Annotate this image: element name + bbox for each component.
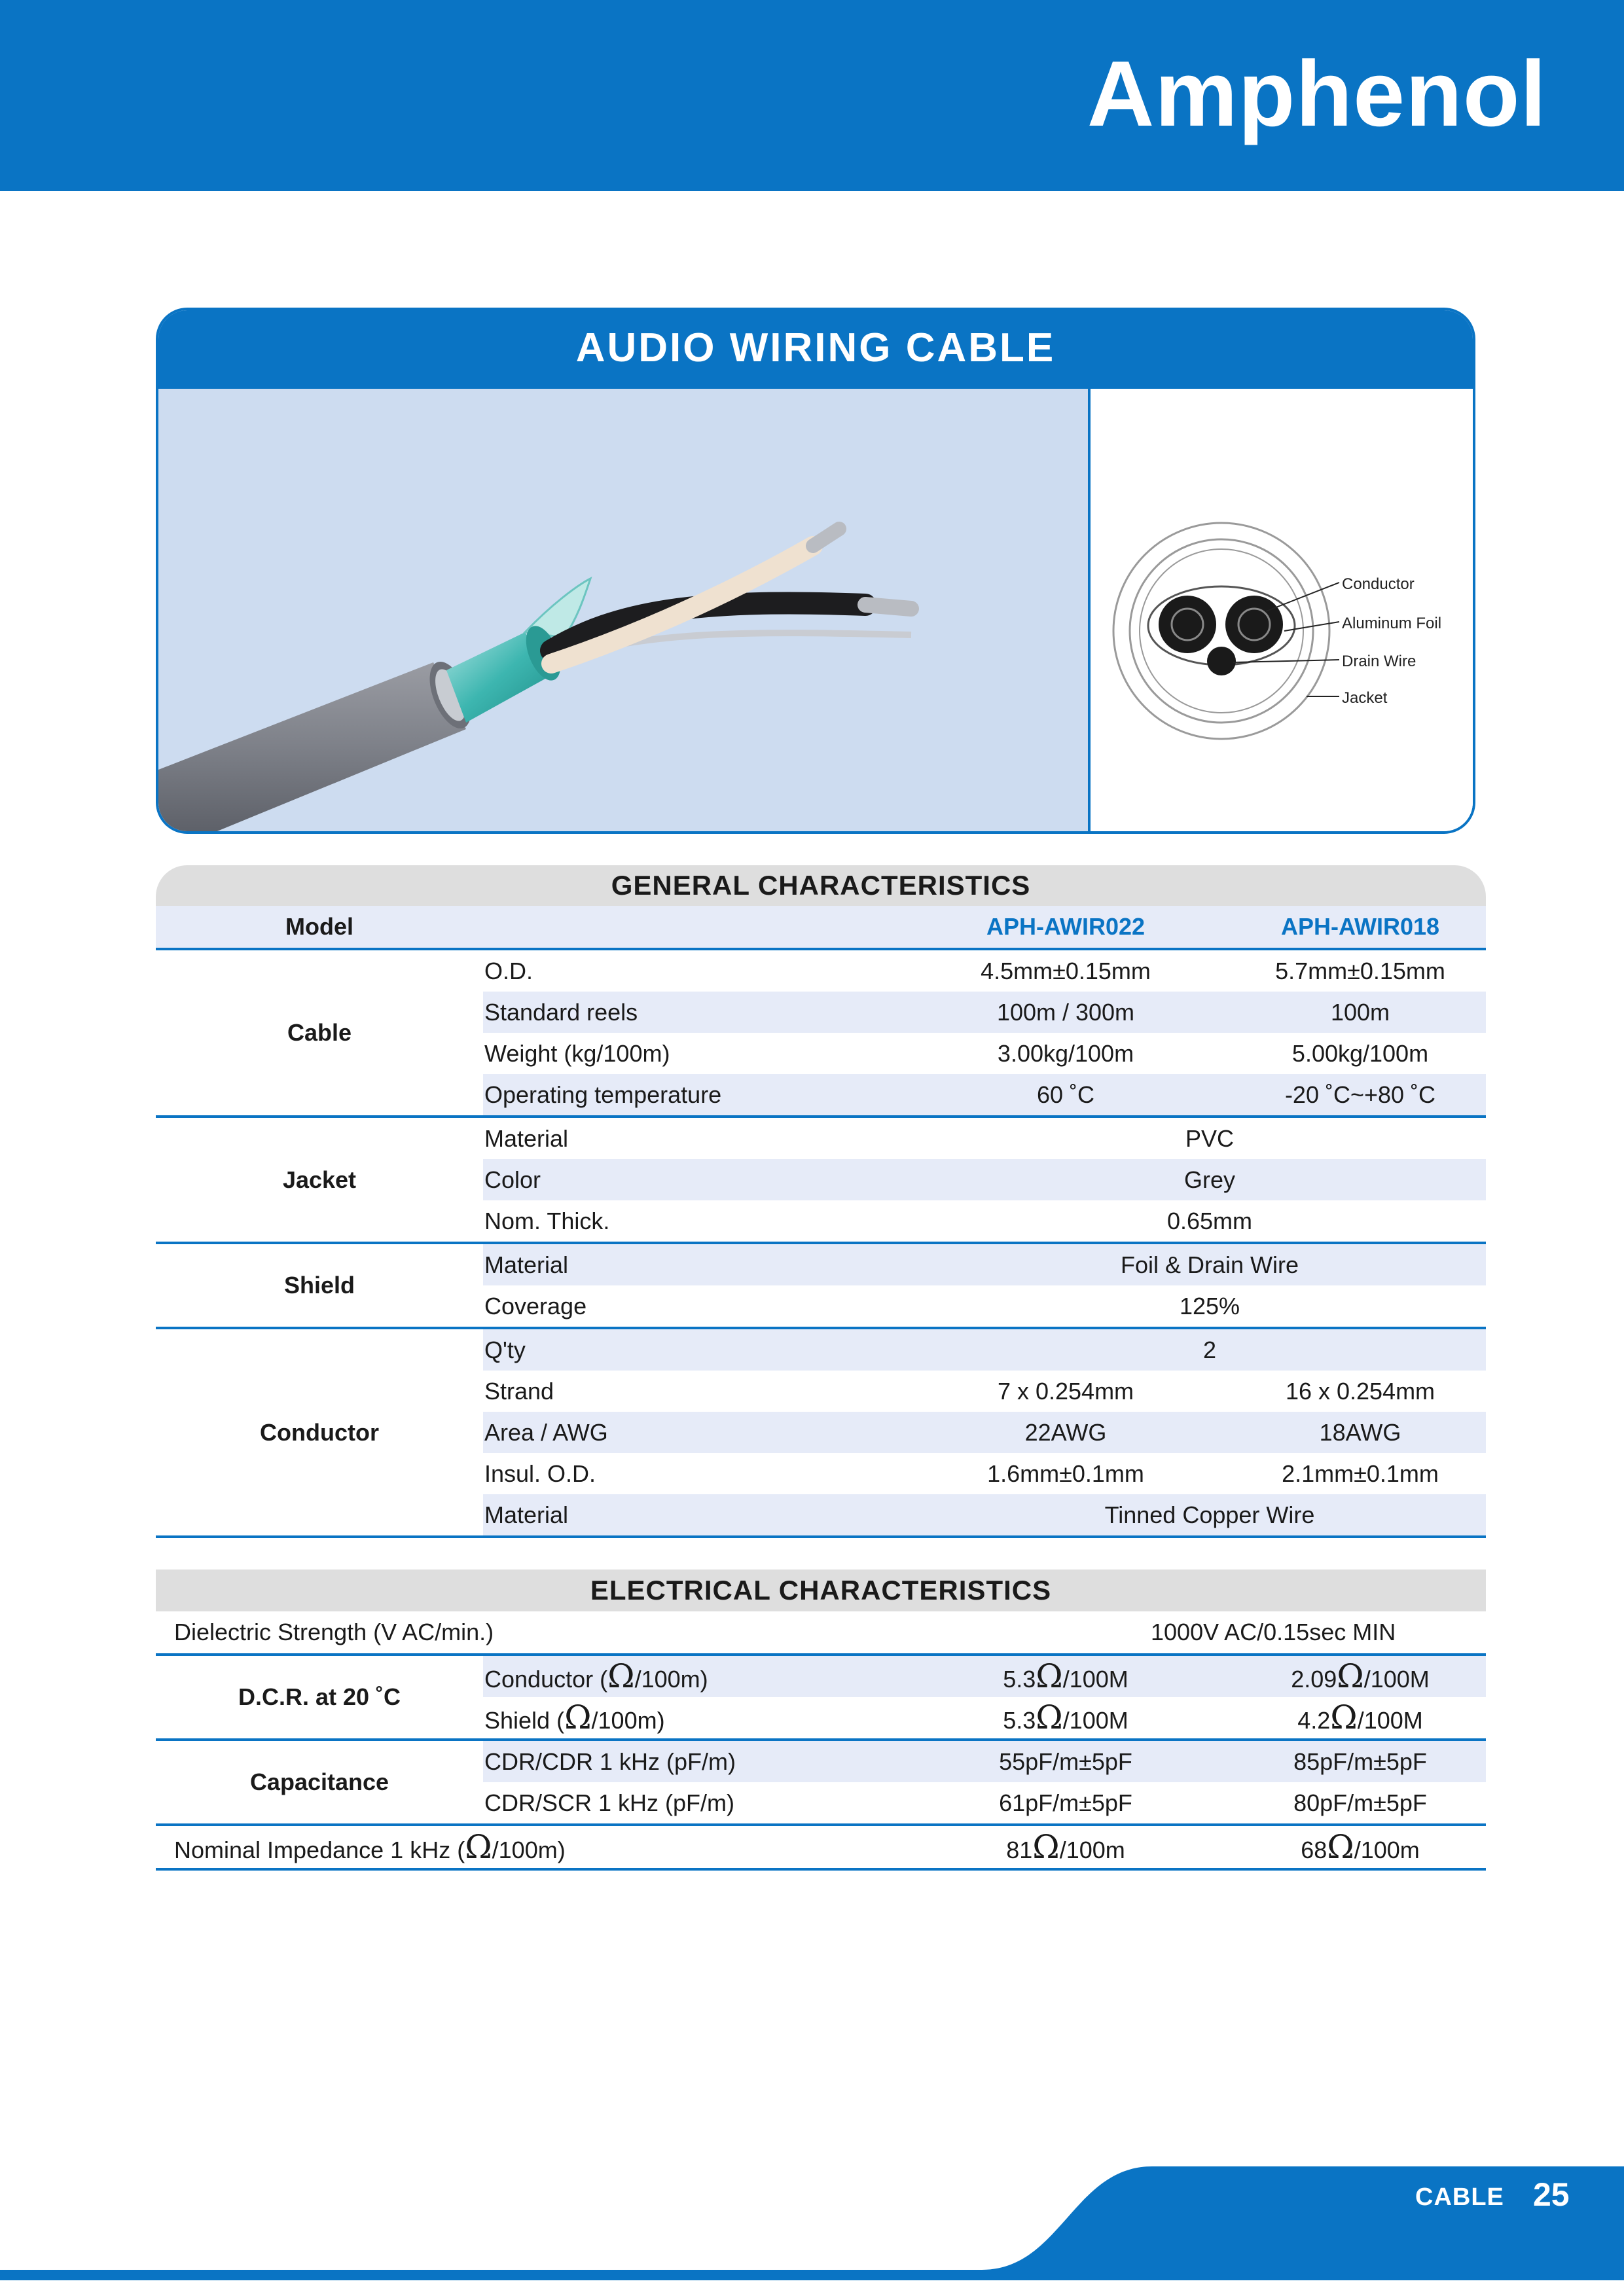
model-label: Model [285,913,353,940]
spec-param: Strand [484,1378,554,1405]
spec-value-both: Grey [1183,1166,1235,1193]
spec-value-both: Foil & Drain Wire [1120,1251,1299,1278]
diagram-label-conductor: Conductor [1342,575,1415,593]
diagram-label-drain-wire: Drain Wire [1342,653,1416,670]
spec-value-022: 22AWG [1024,1419,1107,1446]
spec-param: Operating temperature [484,1081,722,1108]
spec-value-022: 100m / 300m [996,999,1135,1026]
spec-param: Material [484,1501,569,1528]
spec-row [156,992,1486,1033]
spec-value-018: -20 ˚C~+80 ˚C [1284,1081,1436,1108]
spec-row [156,1412,1486,1453]
capacitance-cdr-cdr-param: CDR/CDR 1 kHz (pF/m) [484,1748,736,1775]
spec-value-018: 5.00kg/100m [1291,1040,1429,1067]
spec-row [156,1118,1486,1159]
group-label-jacket: Jacket [282,1166,357,1193]
capacitance-cdr-scr-value-018: 80pF/m±5pF [1293,1789,1427,1816]
model-aph-awir022: APH-AWIR022 [986,913,1146,940]
footer-section-label: CABLE [1415,2183,1504,2211]
group-conductor [156,1329,1486,1538]
dcr-conductor-row [156,1656,1486,1697]
dcr-shield-value-018: 4.2Ω/100M [1297,1698,1423,1736]
group-cable [156,950,1486,1118]
spec-param: Insul. O.D. [484,1460,596,1487]
general-characteristics-title: GENERAL CHARACTERISTICS [156,865,1486,906]
group-label-cable: Cable [287,1019,352,1046]
spec-row [156,1329,1486,1371]
capacitance-label: Capacitance [249,1768,389,1795]
spec-row [156,1453,1486,1494]
spec-param: Material [484,1251,569,1278]
spec-row [156,950,1486,992]
dcr-conductor-value-018: 2.09Ω/100M [1291,1657,1430,1695]
spec-value-022: 4.5mm±0.15mm [981,958,1151,984]
group-shield [156,1244,1486,1329]
product-card-header [158,310,1473,389]
spec-row [156,1074,1486,1115]
dielectric-strength-row [156,1611,1486,1656]
dielectric-strength-label: Dielectric Strength (V AC/min.) [174,1619,494,1645]
spec-value-022: 7 x 0.254mm [997,1378,1134,1405]
spec-param: Color [484,1166,541,1193]
dcr-shield-value-022: 5.3Ω/100M [1003,1698,1128,1736]
spec-row [156,1159,1486,1200]
spec-row [156,1371,1486,1412]
group-jacket [156,1118,1486,1244]
nominal-impedance-value-018: 68Ω/100m [1301,1828,1420,1866]
nominal-impedance-row [156,1826,1486,1871]
spec-value-both: 2 [1202,1336,1217,1363]
spec-value-018: 2.1mm±0.1mm [1282,1460,1439,1487]
spec-value-018: 5.7mm±0.15mm [1275,958,1445,984]
product-title: AUDIO WIRING CABLE [575,325,1056,370]
product-card [156,308,1475,834]
spec-row [156,1200,1486,1242]
spec-param: Q'ty [484,1336,526,1363]
capacitance-cdr-cdr-value-022: 55pF/m±5pF [999,1748,1132,1775]
model-aph-awir018: APH-AWIR018 [1280,913,1440,940]
general-groups [156,950,1486,1538]
dcr-label: D.C.R. at 20 ˚C [238,1683,401,1710]
spec-value-both: 125% [1179,1293,1240,1319]
general-characteristics-table [156,865,1486,1538]
capacitance-cdr-scr-value-022: 61pF/m±5pF [999,1789,1132,1816]
electrical-characteristics-table [156,1570,1486,1871]
spec-value-both: PVC [1185,1125,1235,1152]
footer-page-number: 25 [1533,2176,1570,2213]
capacitance-group [156,1741,1486,1826]
spec-param: Material [484,1125,569,1152]
spec-row [156,1033,1486,1074]
spec-param: Nom. Thick. [484,1208,610,1234]
diagram-label-jacket: Jacket [1342,689,1388,707]
dcr-conductor-value-022: 5.3Ω/100M [1003,1657,1128,1695]
electrical-characteristics-title: ELECTRICAL CHARACTERISTICS [156,1570,1486,1611]
cable-photo [158,389,1088,834]
model-row [156,906,1486,950]
capacitance-cdr-scr-param: CDR/SCR 1 kHz (pF/m) [484,1789,735,1816]
dcr-shield-param: Shield (Ω/100m) [484,1698,665,1736]
spec-value-both: Tinned Copper Wire [1104,1501,1315,1528]
spec-param: O.D. [484,958,533,984]
spec-param: Weight (kg/100m) [484,1040,670,1067]
spec-value-022: 3.00kg/100m [997,1040,1134,1067]
spec-row [156,1244,1486,1285]
group-label-conductor: Conductor [260,1418,379,1446]
dcr-conductor-param: Conductor (Ω/100m) [484,1657,708,1695]
cable-illustration [158,389,1088,834]
group-label-shield: Shield [283,1272,355,1299]
nominal-impedance-value-022: 81Ω/100m [1006,1828,1125,1866]
cable-cross-section-diagram [1091,389,1475,834]
dcr-group [156,1656,1486,1741]
capacitance-cdr-scr-row [156,1782,1486,1823]
brand-logo-text: Amphenol [1087,42,1547,146]
spec-value-018: 100m [1330,999,1390,1026]
capacitance-cdr-cdr-row [156,1741,1486,1782]
spec-param: Standard reels [484,999,638,1026]
spec-param: Coverage [484,1293,587,1319]
spec-value-both: 0.65mm [1166,1208,1253,1234]
footer-swoosh [0,2160,1624,2296]
spec-row [156,1494,1486,1535]
spec-value-022: 60 ˚C [1036,1081,1095,1108]
dcr-shield-row [156,1697,1486,1738]
spec-value-018: 16 x 0.254mm [1285,1378,1435,1405]
dielectric-strength-value: 1000V AC/0.15sec MIN [1151,1619,1396,1645]
diagram-label-aluminum-foil: Aluminum Foil [1342,615,1442,632]
spec-param: Area / AWG [484,1419,608,1446]
nominal-impedance-label: Nominal Impedance 1 kHz (Ω/100m) [174,1828,566,1866]
capacitance-cdr-cdr-value-018: 85pF/m±5pF [1293,1748,1427,1775]
spec-value-018: 18AWG [1319,1419,1401,1446]
spec-row [156,1285,1486,1327]
spec-value-022: 1.6mm±0.1mm [987,1460,1144,1487]
